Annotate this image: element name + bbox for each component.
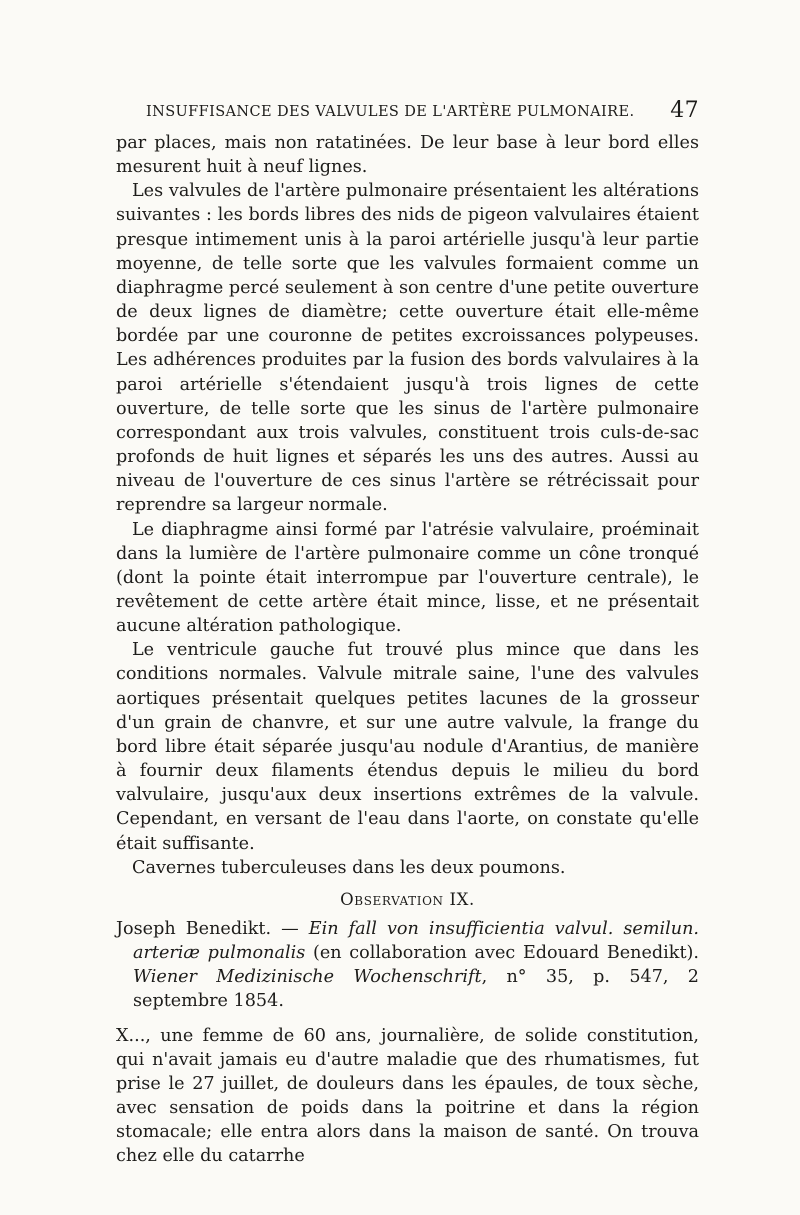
running-header: [146, 98, 699, 126]
paragraph: Le ventricule gauche fut trouvé plus mince que dans les conditions normales. Valvule mitrale saine, l'une des valvules aortiques présentait quelques petites lacunes de la grosseur d'un grain de chanvre, et sur une autre valvule, la frange du bord libre était séparée jusqu'au nodule d'Arantius, de manière à fournir deux filaments étendus depuis le milieu du bord valvulaire, jusqu'aux deux insertions extrêmes de la valvule. Cependant, en versant de l'eau dans l'aorte, on constate qu'elle était suffisante.: [116, 640, 699, 854]
citation-journal: Wiener Medizinische Wochenschrift: [133, 967, 482, 988]
citation-title: Ein fall von insufficientia valvul. semilun. arteriæ pulmonalis: [133, 919, 699, 964]
paragraph: Les valvules de l'artère pulmonaire présentaient les altérations suivantes : les bords libres des nids de pigeon valvulaires étaient presque intimement unis à la paroi artérielle jusqu'à leur partie moyenne, de telle sorte que les valvules formaient comme un diaphragme percé seulement à son centre d'une petite ouverture de deux lignes de diamètre; cette ouverture était elle-même bordée par une couronne de petites excroissances polypeuses. Les adhérences produites par la fusion des bords valvulaires à la paroi artérielle s'étendaient jusqu'à trois lignes de cette ouverture, de telle sorte que les sinus de l'artère pulmonaire correspondant aux trois valvules, constituent trois culs-de-sac profonds de huit lignes et séparés les uns des autres. Aussi au niveau de l'ouverture de ces sinus l'artère se rétrécissait pour reprendre sa largeur normale.: [116, 181, 699, 516]
page-body: [116, 131, 699, 1169]
paragraph: Cavernes tuberculeuses dans les deux poumons.: [132, 857, 566, 878]
citation-details: , n° 35, p. 547, 2 septembre 1854.: [133, 967, 699, 1012]
citation: [116, 917, 699, 1014]
observation-heading: Observation IX.: [340, 889, 475, 909]
citation-collaboration: (en collaboration avec Edouard Benedikt).: [305, 943, 699, 964]
case-paragraph: X..., une femme de 60 ans, journalière, de solide constitution, qui n'avait jamais eu d'autre maladie que des rhumatismes, fut prise le 27 juillet, de douleurs dans les épaules, de toux sèche, avec sensation de poids dans la poitrine et dans la région stomacale; elle entra alors dans la maison de santé. On trouva chez elle du catarrhe: [116, 1025, 699, 1167]
paragraph: par places, mais non ratatinées. De leur base à leur bord elles mesurent huit à neuf lignes.: [116, 133, 699, 178]
citation-author: Joseph Benedikt. —: [116, 919, 309, 939]
paragraph: Le diaphragme ainsi formé par l'atrésie valvulaire, proéminait dans la lumière de l'artère pulmonaire comme un cône tronqué (dont la pointe était interrompue par l'ouverture centrale), le revêtement de cette artère était mince, lisse, et ne présentait aucune altération pathologique.: [116, 519, 699, 637]
running-title: INSUFFISANCE DES VALVULES DE L'ARTÈRE PULMONAIRE.: [146, 104, 635, 120]
page-number: 47: [670, 98, 699, 123]
